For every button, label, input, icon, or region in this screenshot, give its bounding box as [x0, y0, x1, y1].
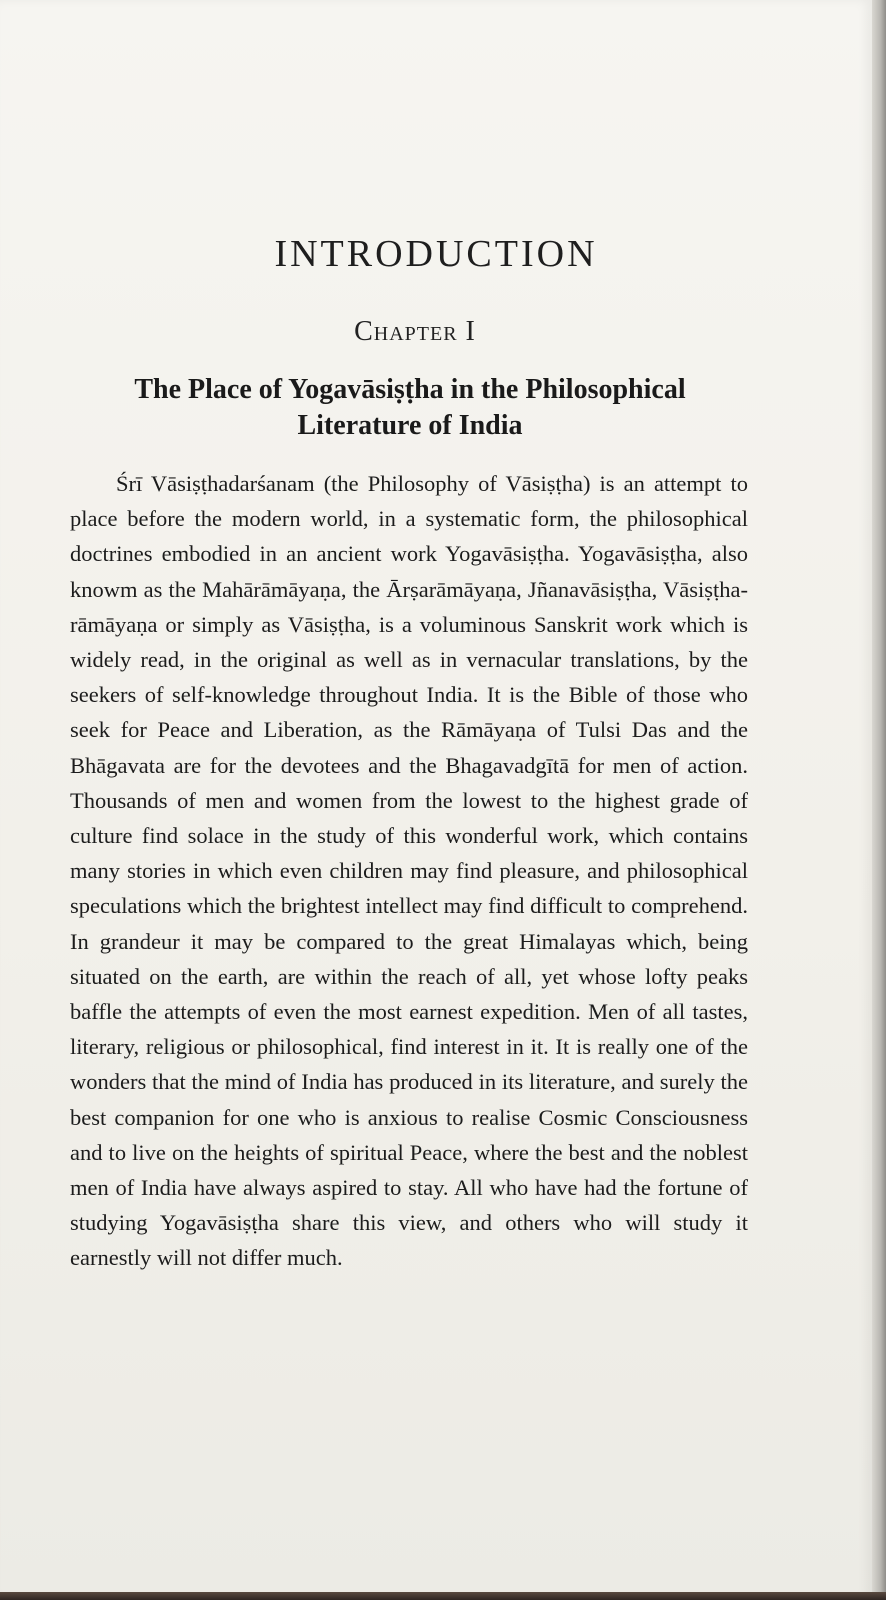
section-title: INTRODUCTION	[274, 233, 598, 275]
book-bottom-edge	[0, 1592, 886, 1600]
chapter-label: Chapter I	[354, 316, 476, 347]
body-paragraph: Śrī Vāsiṣṭhadarśanam (the Philosophy of Vāsiṣṭha) is an attempt to place before the modern world, in a systematic form, the philosophical doctrines embodied in an ancient work Yogavāsiṣṭha. Yogavāsiṣṭha, also knowm as the Mahārāmāyaṇa, the Ārṣarāmāyaṇa, Jñanavāsiṣṭha, Vāsiṣṭha-rāmāyaṇa or simply as Vāsiṣṭha, is a voluminous Sanskrit work which is widely read, in the original as well as in vernacular translations, by the seekers of self-knowledge throughout India. It is the Bible of those who seek for Peace and Liberation, as the Rāmāyaṇa of Tulsi Das and the Bhāgavata are for the devotees and the Bhagavadgītā for men of action. Thousands of men and women from the lowest to the highest grade of culture find solace in the study of this wonderful work, which contains many stories in which even children may find pleasure, and philosophical speculations which the brightest intellect may find difficult to comprehend. In grandeur it may be compared to the great Himalayas which, being situated on the earth, are within the reach of all, yet whose lofty peaks baffle the attempts of even the most earnest expedition. Men of all tastes, literary, religious or philosophical, find interest in it. It is really one of the wonders that the mind of India has produced in its literature, and surely the best companion for one who is anxious to realise Cosmic Consciousness and to live on the heights of spiritual Peace, where the best and the noblest men of India have always aspired to stay. All who have had the fortune of studying Yogavāsiṣṭha share this view, and others who will study it earnestly will not differ much.	[70, 471, 748, 1271]
page-edge	[872, 0, 886, 1600]
chapter-heading: The Place of Yogavāsiṣṭha in the Philosophical Literature of India	[134, 374, 686, 441]
